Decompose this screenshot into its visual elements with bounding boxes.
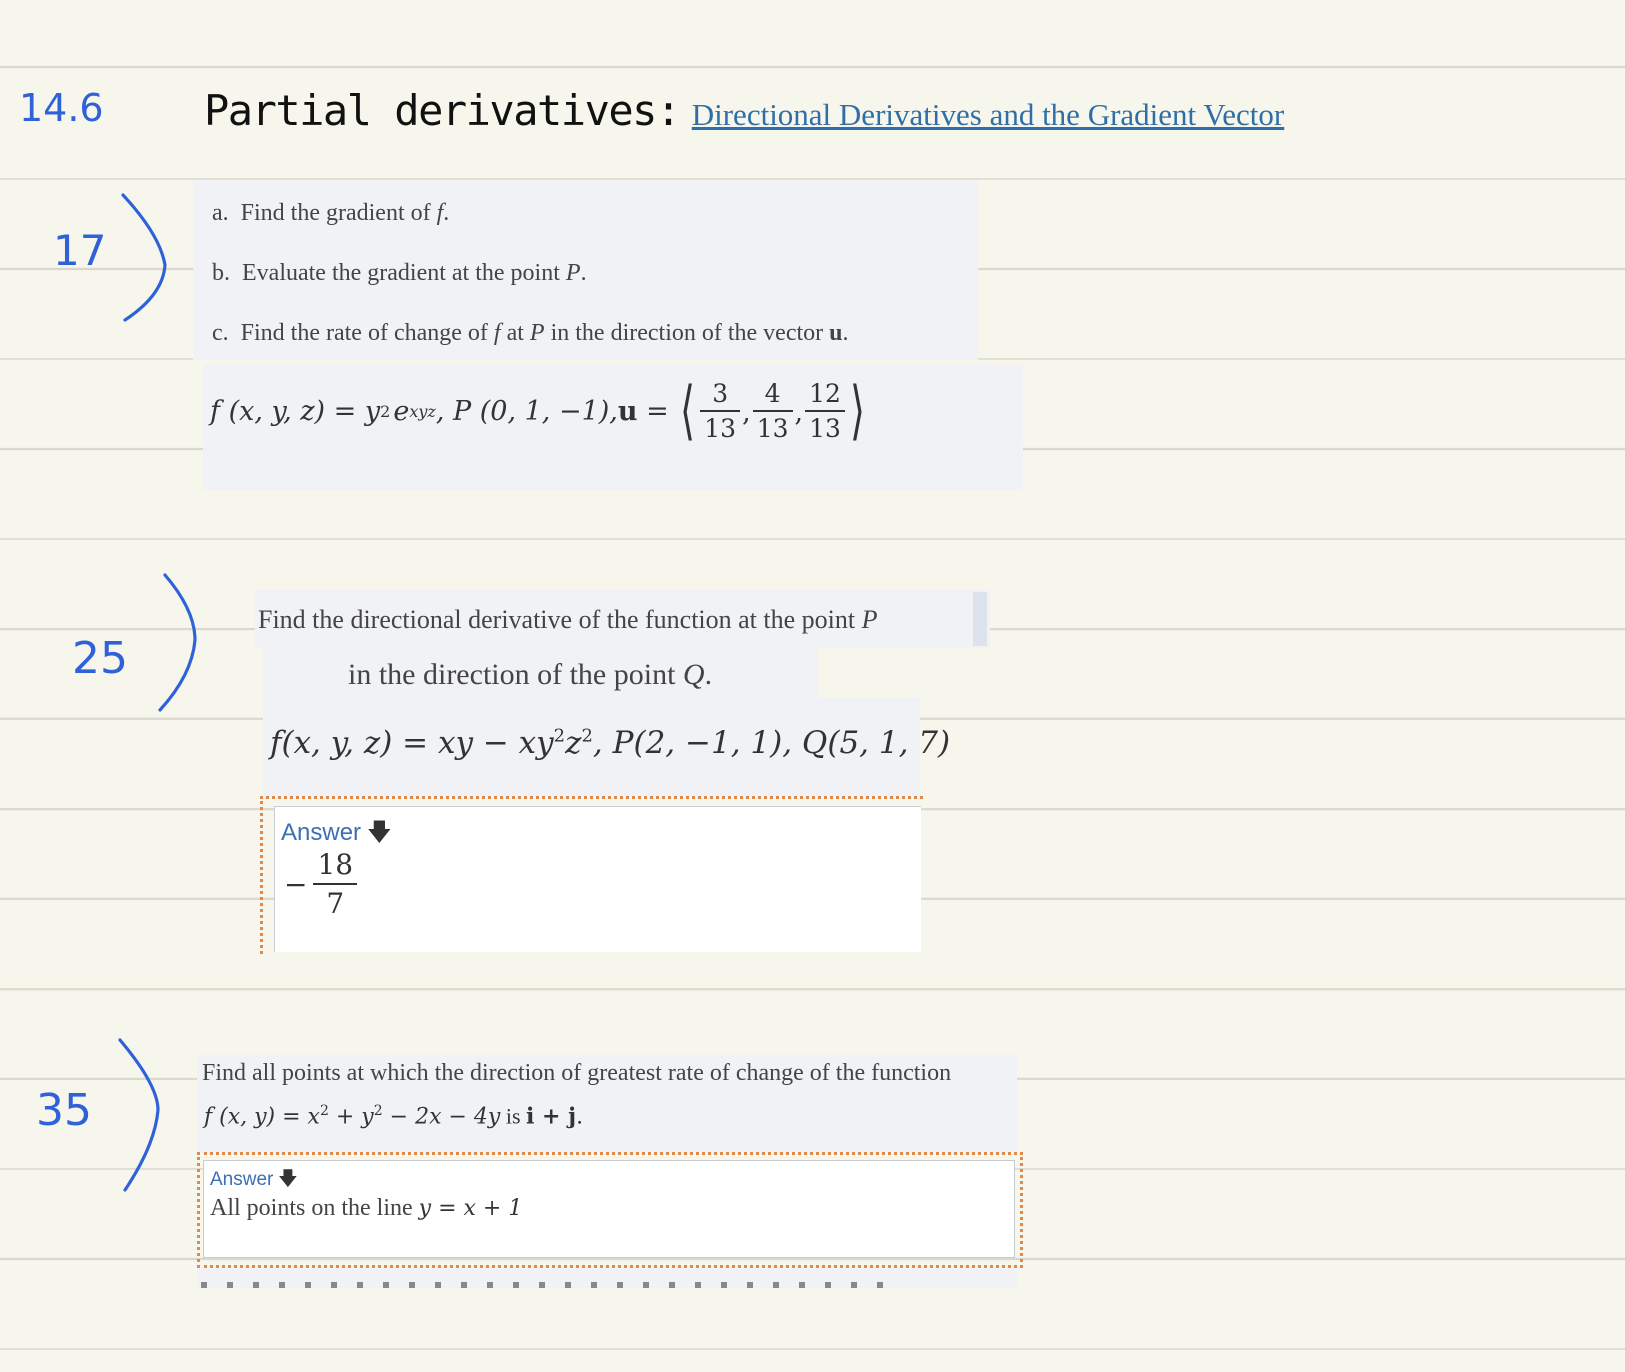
handwritten-label-35-text: 35 bbox=[36, 1085, 92, 1136]
cut-off-text-remnant bbox=[201, 1282, 901, 1288]
u-fraction-2: $\frac{4}{13}$ bbox=[753, 379, 793, 443]
handwritten-label-25-text: 25 bbox=[72, 633, 128, 684]
problem-35-cut-panel bbox=[197, 1268, 1017, 1288]
u-fraction-3: $\frac{12}{13}$ bbox=[805, 379, 845, 443]
problem-35-answer-value: All points on the line y = x + 1 bbox=[210, 1195, 523, 1221]
page-title bbox=[204, 86, 1284, 135]
handwritten-label-17-text: 17 bbox=[53, 226, 107, 275]
handwritten-section-text: 14.6 bbox=[19, 86, 104, 130]
answer-label: Answer bbox=[210, 1169, 274, 1190]
handwritten-bracket-35 bbox=[120, 1040, 158, 1190]
problem-35-answer-toggle[interactable] bbox=[210, 1165, 298, 1197]
problem-35-line1: Find all points at which the direction of greatest rate of change of the function bbox=[202, 1060, 952, 1086]
down-arrow-icon: 🡇 bbox=[278, 1168, 298, 1190]
handwritten-bracket-17 bbox=[123, 195, 165, 320]
answer-fraction: $\frac{18}{7}$ bbox=[313, 848, 357, 920]
handwritten-section-number bbox=[15, 75, 135, 145]
problem-17-part-c: c. Find the rate of change of f at P in the direction of the vector u. bbox=[212, 320, 849, 346]
title-link[interactable]: Directional Derivatives and the Gradient Vector bbox=[691, 97, 1285, 132]
problem-17-part-b: b. Evaluate the gradient at the point P. bbox=[212, 260, 587, 286]
down-arrow-icon: 🡇 bbox=[367, 818, 392, 846]
problem-25-scroll-marker bbox=[973, 592, 987, 646]
problem-25-formula: f(x, y, z) = xy − $xy^2z^2$, P(2, −1, 1), Q(5, 1, 7) bbox=[270, 725, 951, 761]
problem-25-answer-value: − $\frac{18}{7}$ bbox=[284, 848, 359, 920]
handwritten-label-17 bbox=[45, 185, 155, 325]
problem-25-line2: in the direction of the point Q. bbox=[348, 658, 713, 691]
problem-35-line2: f (x, $y) = x^2 + y^2 - 2x - 4y$ is i + j. bbox=[204, 1103, 584, 1130]
problem-25-line1: Find the directional derivative of the function at the point P bbox=[258, 605, 878, 634]
problem-17-part-a: a. Find the gradient of f. bbox=[212, 200, 450, 226]
angle-close: ⟩ bbox=[849, 374, 865, 448]
handwritten-label-35 bbox=[30, 1030, 170, 1200]
u-fraction-1: $\frac{3}{13}$ bbox=[700, 379, 740, 443]
title-main: Partial derivatives: bbox=[204, 86, 680, 135]
angle-open: ⟨ bbox=[680, 374, 696, 448]
answer-label: Answer bbox=[281, 819, 362, 846]
handwritten-label-25 bbox=[60, 565, 200, 715]
handwritten-bracket-25 bbox=[160, 575, 195, 710]
problem-17-formula: f (x, y, z) = y 2 e xyz , P (0, 1, −1), u = ⟨ $\frac{3}{13}$ , $\frac{4}{13}$ , $\frac{12}{13}$ ⟩ bbox=[210, 374, 865, 448]
